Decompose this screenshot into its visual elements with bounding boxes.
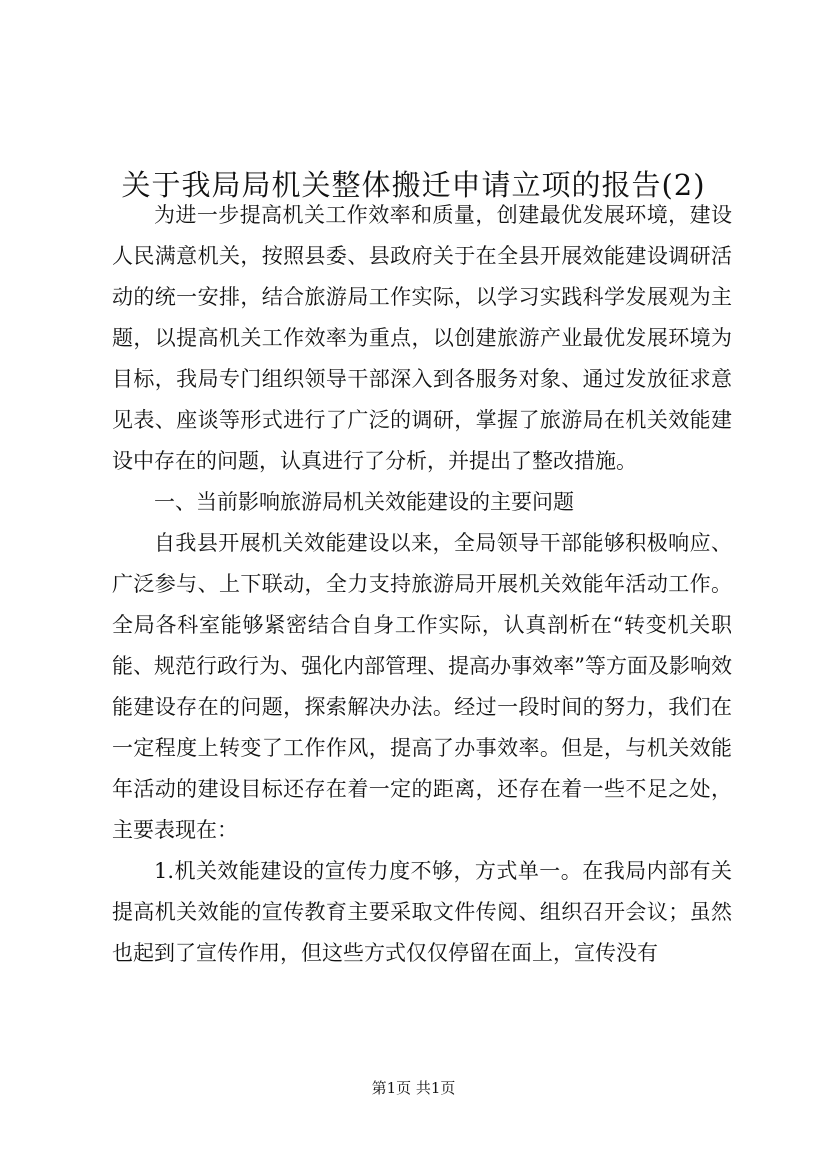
document-body — [112, 195, 732, 974]
paragraph-intro: 为进一步提高机关工作效率和质量，创建最优发展环境，建设人民满意机关，按照县委、县政府关于在全县开展效能建设调研活动的统一安排，结合旅游局工作实际，以学习实践科学发展观为主题，以提高机关工作效率为重点，以创建旅游产业最优发展环境为目标，我局专门组织领导干部深入到各服务对象、通过发放征求意见表、座谈等形式进行了广泛的调研，掌握了旅游局在机关效能建设中存在的问题，认真进行了分析，并提出了整改措施。 — [112, 203, 732, 473]
section-heading: 一、当前影响旅游局机关效能建设的主要问题 — [154, 490, 574, 514]
paragraph-overview: 自我县开展机关效能建设以来，全局领导干部能够积极响应、广泛参与、上下联动，全力支持旅游局开展机关效能年活动工作。全局各科室能够紧密结合自身工作实际，认真剖析在“转变机关职能、规范行政行为、强化内部管理、提高办事效率”等方面及影响效能建设存在的问题，探索解决办法。经过一段时间的努力，我们在一定程度上转变了工作作风，提高了办事效率。但是，与机关效能年活动的建设目标还存在着一定的距离，还存在着一些不足之处，主要表现在： — [112, 531, 732, 842]
paragraph-issue-1: 1.机关效能建设的宣传力度不够，方式单一。在我局内部有关提高机关效能的宣传教育主要采取文件传阅、组织召开会议；虽然也起到了宣传作用，但这些方式仅仅停留在面上，宣传没有 — [112, 859, 732, 965]
page-footer: 第1页 共1页 — [371, 1079, 456, 1097]
document-title: 关于我局局机关整体搬迁申请立项的报告(2) — [121, 168, 706, 203]
